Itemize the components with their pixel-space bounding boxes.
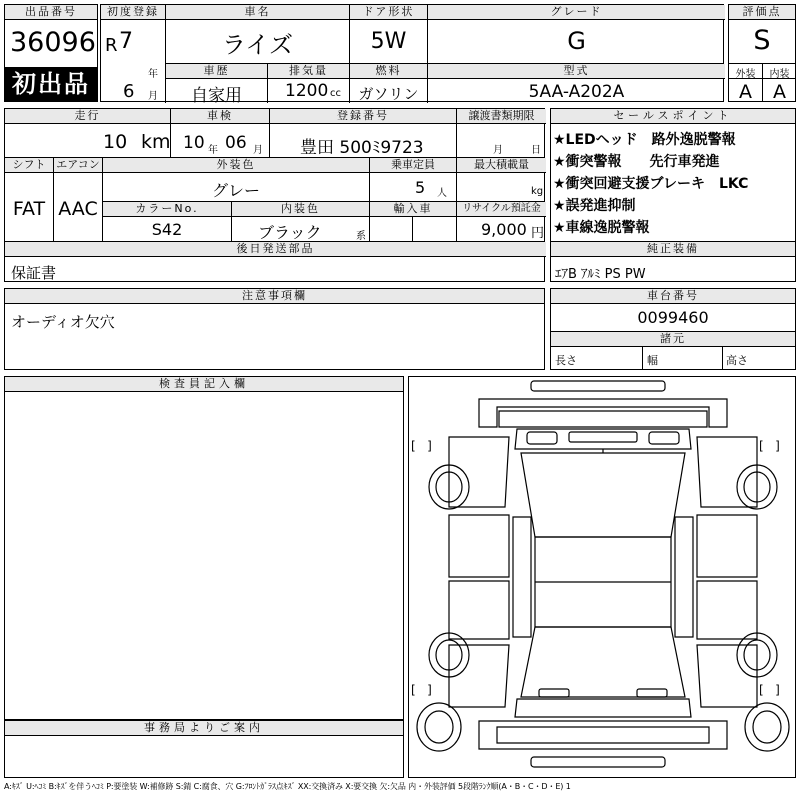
grade-value: G — [567, 27, 586, 55]
lot-label: 出品番号 — [5, 5, 97, 20]
aircon-value: AAC — [58, 198, 98, 220]
inspection-month: 06 — [225, 133, 247, 153]
legend-text: A:ｷｽﾞ U:ﾍｺﾐ B:ｷｽﾞを伴うﾍｺﾐ P:要塗装 W:補修跡 S:錆 C:腐食、穴 G:ﾌﾛﾝﾄｶﾞﾗｽ点ｷｽﾞ XX:交換済み X:要交換 欠:欠品 内・外装評価 5段階ﾗﾝｸ順(A・B・C・D・E) 1 — [4, 782, 571, 791]
capacity-label: 乗車定員 — [370, 158, 456, 173]
int-color-value: ブラック — [258, 223, 322, 242]
int-score-label: 内装 — [769, 69, 790, 80]
car-outline-diagram — [409, 377, 797, 779]
history-value: 自家用 — [191, 86, 242, 106]
first-reg-month-unit: 月 — [148, 91, 158, 102]
int-color-unit: 系 — [356, 231, 366, 242]
inspector-label: 検査員記入欄 — [5, 377, 403, 392]
later-parts-value: 保証書 — [11, 264, 57, 282]
spec-width-label: 幅 — [647, 354, 658, 367]
inspection-month-unit: 月 — [253, 145, 263, 156]
first-listing-text: 初出品 — [12, 70, 90, 98]
shift-label: シフト — [5, 158, 53, 173]
bracket-left-bottom: [ ] — [411, 683, 432, 697]
first-listing-badge — [5, 67, 97, 101]
bracket-right-bottom: [ ] — [759, 683, 780, 697]
notes-box — [4, 288, 545, 370]
inspection-label: 車検 — [171, 109, 269, 124]
model-value: 5AA-A202A — [528, 82, 625, 102]
car-diagram-box — [408, 376, 796, 778]
int-score-value: A — [773, 81, 786, 103]
first-reg-label: 初度登録 — [101, 5, 165, 20]
later-parts-label: 後日発送部品 — [5, 242, 546, 257]
equipment-label: 純正装備 — [551, 242, 795, 257]
office-label: 事務局よりご案内 — [5, 721, 403, 736]
transfer-deadline-label: 譲渡書類期限 — [457, 109, 546, 124]
max-load-label: 最大積載量 — [457, 158, 546, 173]
first-reg-month: 6 — [123, 81, 135, 102]
chassis-label: 車台番号 — [551, 289, 795, 304]
transfer-month-unit: 月 — [493, 145, 503, 156]
sales-point-line: ★衝突回避支援ブレーキ LKC — [553, 176, 749, 192]
capacity-unit: 人 — [437, 188, 447, 199]
recycle-value: 9,000 — [481, 220, 527, 239]
lot-box — [4, 4, 98, 102]
displacement-label: 排気量 — [268, 64, 349, 79]
color-no-label: カラーNo. — [103, 202, 231, 217]
ext-score-value: A — [739, 81, 752, 103]
door-label: ドア形状 — [350, 5, 427, 20]
first-reg-era: R — [105, 35, 118, 56]
reg-number-value: 豊田 500ﾐ9723 — [300, 138, 424, 158]
model-label: 型式 — [428, 64, 725, 79]
specs-label: 諸元 — [551, 332, 795, 347]
recycle-label: リサイクル預託金 — [457, 202, 546, 217]
sales-point-line: ★誤発進抑制 — [553, 198, 636, 214]
chassis-value: 0099460 — [637, 308, 709, 327]
spec-length-label: 長さ — [555, 354, 577, 367]
bracket-left-top: [ ] — [411, 439, 432, 453]
ext-color-value: グレー — [211, 181, 260, 200]
chassis-box — [550, 288, 796, 370]
inspection-year: 10 — [183, 133, 205, 153]
notes-label: 注意事項欄 — [5, 289, 544, 304]
color-no-value: S42 — [151, 220, 183, 239]
fuel-label: 燃料 — [350, 64, 427, 79]
office-box — [4, 720, 404, 778]
car-name-label: 車名 — [166, 5, 349, 20]
inspection-year-unit: 年 — [208, 145, 218, 156]
sales-points-label: セールスポイント — [551, 109, 795, 124]
grade-label: グレード — [428, 5, 725, 20]
mileage-value: 10 — [103, 131, 128, 153]
first-reg-year-unit: 年 — [148, 69, 158, 80]
first-reg-year: 7 — [119, 29, 133, 54]
top-grid — [100, 4, 724, 106]
score-label: 評価点 — [729, 5, 795, 20]
sales-point-line: ★車線逸脱警報 — [553, 220, 650, 236]
sales-point-line: ★衝突警報 先行車発進 — [553, 154, 720, 170]
mileage-unit: km — [141, 131, 171, 153]
score-value: S — [753, 25, 771, 56]
max-load-unit: kg — [531, 186, 544, 197]
capacity-value: 5 — [415, 178, 426, 197]
lot-number: 36096 — [10, 27, 96, 58]
door-value: 5W — [370, 29, 407, 54]
displacement-unit: cc — [330, 88, 341, 99]
ext-color-label: 外装色 — [103, 158, 369, 173]
int-color-label: 内装色 — [232, 202, 369, 217]
mileage-label: 走行 — [5, 109, 170, 124]
car-name-value: ライズ — [221, 31, 294, 59]
displacement-value: 1200 — [285, 81, 329, 101]
recycle-unit: 円 — [531, 226, 545, 241]
notes-value: オーディオ欠穴 — [11, 313, 115, 331]
equipment-value: ｴｱB ｱﾙﾐ PS PW — [555, 267, 646, 282]
detail-grid — [4, 108, 545, 282]
inspector-box — [4, 376, 404, 720]
reg-number-label: 登録番号 — [270, 109, 456, 124]
transfer-day-unit: 日 — [531, 145, 541, 156]
score-box — [728, 4, 796, 102]
sales-points-list — [553, 129, 748, 239]
aircon-label: エアコン — [54, 158, 102, 173]
bracket-right-top: [ ] — [759, 439, 780, 453]
import-label: 輸入車 — [370, 202, 456, 217]
shift-value: FAT — [12, 198, 46, 220]
history-label: 車歴 — [166, 64, 267, 79]
sales-point-line: ★LEDヘッド 路外逸脱警報 — [553, 132, 736, 148]
sales-points-box — [550, 108, 796, 282]
fuel-value: ガソリン — [358, 85, 419, 103]
ext-score-label: 外装 — [735, 69, 756, 80]
spec-height-label: 高さ — [726, 354, 748, 367]
